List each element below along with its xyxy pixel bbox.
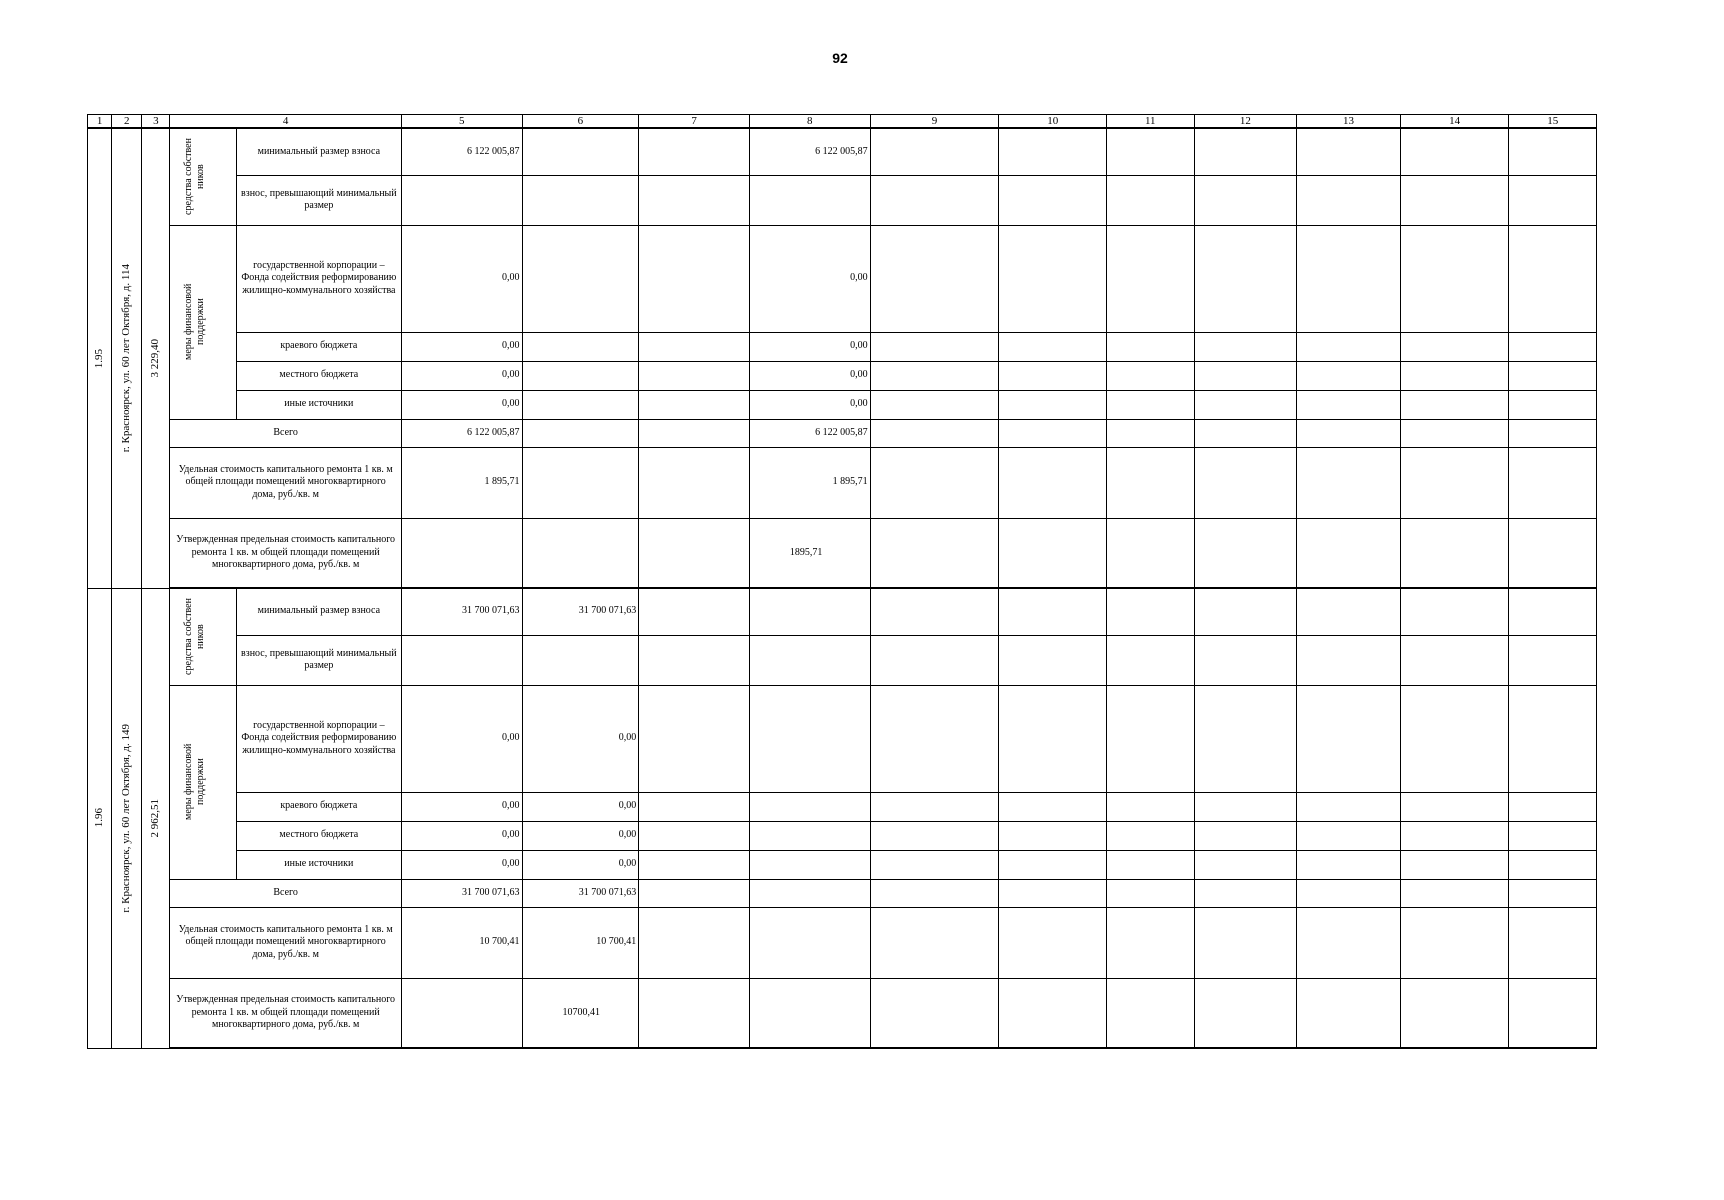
cell-c8 [749, 792, 870, 821]
cell-empty [1107, 879, 1195, 907]
min-fee-label: минимальный размер взноса [236, 128, 401, 175]
cell-empty [999, 850, 1107, 879]
cell-empty [1400, 792, 1509, 821]
cell-empty [1297, 588, 1401, 635]
cell-empty [1400, 635, 1509, 685]
support-label: меры финансовой поддержки [170, 685, 236, 879]
cell-c5: 0,00 [401, 361, 522, 390]
cell-empty [1400, 419, 1509, 447]
cell-empty [1297, 685, 1401, 792]
cell-c8: 6 122 005,87 [749, 419, 870, 447]
cell-empty [870, 419, 999, 447]
cell-c6 [522, 447, 639, 518]
cell-empty [1194, 635, 1297, 685]
cell-c8: 1 895,71 [749, 447, 870, 518]
cell-empty [870, 978, 999, 1048]
cell-empty [1107, 447, 1195, 518]
cell-empty [999, 225, 1107, 332]
limit-cost-label: Утвержденная предельная стоимость капитального ремонта 1 кв. м общей площади помещений многоквартирного дома, руб./кв. м [170, 978, 401, 1048]
cell-empty [870, 850, 999, 879]
table-row [88, 850, 1597, 879]
cell-empty [1400, 332, 1509, 361]
cell-empty [999, 447, 1107, 518]
cell-c8: 0,00 [749, 225, 870, 332]
cell-c6 [522, 361, 639, 390]
cell-c5: 1 895,71 [401, 447, 522, 518]
owners-funds-label: средства собствен ников [170, 588, 236, 685]
cell-empty [870, 225, 999, 332]
cell-empty [1400, 879, 1509, 907]
limit-cost-label: Утвержденная предельная стоимость капитального ремонта 1 кв. м общей площади помещений многоквартирного дома, руб./кв. м [170, 518, 401, 588]
cell-empty [1509, 850, 1597, 879]
cell-c8 [749, 978, 870, 1048]
col-header: 13 [1297, 115, 1401, 129]
cell-empty [870, 685, 999, 792]
cell-empty [999, 361, 1107, 390]
cell-empty [870, 128, 999, 175]
table-row [88, 635, 1597, 685]
col-header: 4 [170, 115, 401, 129]
cell-empty [1297, 447, 1401, 518]
cell-c7 [639, 907, 750, 978]
capital-repair-table [87, 114, 1597, 1049]
cell-c6 [522, 419, 639, 447]
cell-empty [1107, 390, 1195, 419]
other-label: иные источники [236, 390, 401, 419]
table-row [88, 390, 1597, 419]
cell-c5: 6 122 005,87 [401, 419, 522, 447]
cell-empty [1400, 978, 1509, 1048]
cell-c7 [639, 792, 750, 821]
cell-empty [1194, 225, 1297, 332]
cell-empty [1107, 635, 1195, 685]
cell-empty [1194, 821, 1297, 850]
gk-fund-label: государственной корпорации – Фонда содействия реформированию жилищно-коммунального хозяйства [236, 225, 401, 332]
over-fee-label: взнос, превышающий минимальный размер [236, 175, 401, 225]
cell-empty [1194, 792, 1297, 821]
cell-empty [1400, 588, 1509, 635]
cell-c7 [639, 361, 750, 390]
cell-empty [1297, 332, 1401, 361]
cell-c6 [522, 128, 639, 175]
cell-empty [522, 175, 639, 225]
cell-empty [999, 390, 1107, 419]
cell-empty [1400, 685, 1509, 792]
cell-c8 [749, 850, 870, 879]
cell-empty [1194, 907, 1297, 978]
cell-empty [1509, 978, 1597, 1048]
cell-empty [870, 879, 999, 907]
cell-empty [870, 821, 999, 850]
table-row [88, 447, 1597, 518]
cell-empty [1297, 850, 1401, 879]
cell-empty [1400, 128, 1509, 175]
support-label: меры финансовой поддержки [170, 225, 236, 419]
record-address: г. Красноярск, ул. 60 лет Октября, д. 114 [112, 128, 142, 588]
min-fee-label: минимальный размер взноса [236, 588, 401, 635]
gk-fund-label: государственной корпорации – Фонда содействия реформированию жилищно-коммунального хозяйства [236, 685, 401, 792]
cell-empty [1107, 128, 1195, 175]
cell-c5: 0,00 [401, 792, 522, 821]
cell-empty [1509, 518, 1597, 588]
cell-empty [1107, 588, 1195, 635]
cell-c7 [639, 447, 750, 518]
table-row [88, 419, 1597, 447]
table-row [88, 821, 1597, 850]
cell-c8: 0,00 [749, 332, 870, 361]
cell-empty [1509, 821, 1597, 850]
cell-empty [870, 635, 999, 685]
cell-empty [401, 175, 522, 225]
cell-empty [1297, 128, 1401, 175]
cell-c6: 10700,41 [522, 978, 639, 1048]
cell-empty [1509, 879, 1597, 907]
cell-empty [639, 175, 750, 225]
cell-empty [1297, 907, 1401, 978]
cell-c6: 10 700,41 [522, 907, 639, 978]
cell-c5: 0,00 [401, 225, 522, 332]
cell-empty [870, 792, 999, 821]
cell-c7 [639, 850, 750, 879]
cell-empty [1107, 332, 1195, 361]
cell-empty [999, 332, 1107, 361]
cell-c6 [522, 518, 639, 588]
cell-c5: 0,00 [401, 685, 522, 792]
cell-empty [1509, 175, 1597, 225]
cell-empty [1509, 332, 1597, 361]
cell-empty [1107, 419, 1195, 447]
cell-c8 [749, 588, 870, 635]
cell-empty [1194, 685, 1297, 792]
col-header: 8 [749, 115, 870, 129]
cell-empty [1194, 175, 1297, 225]
cell-empty [1509, 635, 1597, 685]
col-header: 9 [870, 115, 999, 129]
cell-empty [1509, 419, 1597, 447]
record-number: 1.96 [88, 588, 112, 1048]
cell-empty [870, 390, 999, 419]
cell-empty [870, 175, 999, 225]
cell-empty [1297, 361, 1401, 390]
cell-empty [1194, 332, 1297, 361]
table-row [88, 588, 1597, 635]
cell-c8 [749, 821, 870, 850]
cell-c5: 10 700,41 [401, 907, 522, 978]
col-header: 2 [112, 115, 142, 129]
cell-c6 [522, 390, 639, 419]
cell-empty [870, 907, 999, 978]
cell-empty [1400, 361, 1509, 390]
table-row [88, 792, 1597, 821]
cell-c6: 0,00 [522, 850, 639, 879]
cell-empty [1400, 175, 1509, 225]
record-area: 3 229,40 [142, 128, 170, 588]
col-header: 6 [522, 115, 639, 129]
cell-empty [999, 419, 1107, 447]
cell-c8: 6 122 005,87 [749, 128, 870, 175]
cell-empty [1107, 175, 1195, 225]
owners-funds-label: средства собствен ников [170, 128, 236, 225]
cell-c8: 0,00 [749, 390, 870, 419]
cell-empty [749, 635, 870, 685]
cell-empty [870, 518, 999, 588]
cell-empty [1297, 419, 1401, 447]
cell-empty [1509, 390, 1597, 419]
cell-empty [1400, 390, 1509, 419]
cell-empty [1509, 792, 1597, 821]
cell-empty [1194, 518, 1297, 588]
cell-empty [999, 907, 1107, 978]
cell-empty [999, 792, 1107, 821]
regional-label: краевого бюджета [236, 332, 401, 361]
cell-empty [1194, 879, 1297, 907]
table-row [88, 332, 1597, 361]
col-header: 11 [1107, 115, 1195, 129]
cell-c6: 0,00 [522, 821, 639, 850]
cell-empty [1194, 419, 1297, 447]
cell-empty [1400, 850, 1509, 879]
record-address: г. Красноярск, ул. 60 лет Октября, д. 149 [112, 588, 142, 1048]
cell-empty [999, 685, 1107, 792]
col-header: 10 [999, 115, 1107, 129]
unit-cost-label: Удельная стоимость капитального ремонта 1 кв. м общей площади помещений многоквартирного дома, руб./кв. м [170, 447, 401, 518]
cell-empty [1400, 447, 1509, 518]
cell-empty [870, 332, 999, 361]
table-row [88, 907, 1597, 978]
cell-c7 [639, 518, 750, 588]
cell-empty [1297, 635, 1401, 685]
cell-c7 [639, 978, 750, 1048]
cell-empty [1194, 447, 1297, 518]
cell-empty [870, 588, 999, 635]
cell-empty [999, 518, 1107, 588]
col-header: 12 [1194, 115, 1297, 129]
cell-empty [1107, 907, 1195, 978]
cell-c5: 0,00 [401, 390, 522, 419]
cell-c7 [639, 128, 750, 175]
cell-empty [1297, 792, 1401, 821]
cell-empty [1107, 792, 1195, 821]
cell-empty [1509, 685, 1597, 792]
cell-empty [1400, 518, 1509, 588]
record-number: 1.95 [88, 128, 112, 588]
table-row [88, 879, 1597, 907]
cell-c8: 0,00 [749, 361, 870, 390]
cell-c8: 1895,71 [749, 518, 870, 588]
cell-c7 [639, 225, 750, 332]
cell-c7 [639, 332, 750, 361]
cell-c6: 0,00 [522, 685, 639, 792]
cell-empty [1297, 225, 1401, 332]
cell-c7 [639, 821, 750, 850]
cell-c5: 31 700 071,63 [401, 879, 522, 907]
cell-empty [1297, 390, 1401, 419]
cell-empty [1297, 518, 1401, 588]
cell-empty [1509, 361, 1597, 390]
table-row [88, 175, 1597, 225]
cell-empty [870, 361, 999, 390]
cell-empty [1509, 588, 1597, 635]
cell-empty [1194, 588, 1297, 635]
local-label: местного бюджета [236, 361, 401, 390]
total-label: Всего [170, 419, 401, 447]
col-header: 5 [401, 115, 522, 129]
cell-c5 [401, 978, 522, 1048]
cell-empty [749, 175, 870, 225]
cell-empty [1107, 225, 1195, 332]
cell-c8 [749, 685, 870, 792]
cell-empty [1107, 685, 1195, 792]
cell-empty [1194, 390, 1297, 419]
cell-c5: 6 122 005,87 [401, 128, 522, 175]
cell-c5: 31 700 071,63 [401, 588, 522, 635]
total-label: Всего [170, 879, 401, 907]
col-header: 14 [1400, 115, 1509, 129]
cell-empty [1509, 128, 1597, 175]
cell-empty [1297, 175, 1401, 225]
cell-empty [639, 635, 750, 685]
col-header: 7 [639, 115, 750, 129]
cell-c8 [749, 907, 870, 978]
table-row [88, 225, 1597, 332]
cell-c8 [749, 879, 870, 907]
cell-empty [1194, 978, 1297, 1048]
cell-empty [1509, 225, 1597, 332]
cell-empty [999, 978, 1107, 1048]
record-area: 2 962,51 [142, 588, 170, 1048]
cell-c7 [639, 588, 750, 635]
cell-c5 [401, 518, 522, 588]
cell-empty [1400, 821, 1509, 850]
cell-c7 [639, 685, 750, 792]
table-row [88, 361, 1597, 390]
unit-cost-label: Удельная стоимость капитального ремонта 1 кв. м общей площади помещений многоквартирного дома, руб./кв. м [170, 907, 401, 978]
cell-empty [1509, 907, 1597, 978]
cell-empty [1107, 518, 1195, 588]
cell-c7 [639, 879, 750, 907]
page-number: 92 [832, 50, 848, 66]
col-header: 15 [1509, 115, 1597, 129]
cell-empty [1107, 361, 1195, 390]
cell-empty [1107, 821, 1195, 850]
table-row [88, 978, 1597, 1048]
cell-empty [1400, 225, 1509, 332]
cell-c6 [522, 332, 639, 361]
cell-c5: 0,00 [401, 821, 522, 850]
cell-empty [999, 588, 1107, 635]
table-row [88, 518, 1597, 588]
cell-empty [999, 879, 1107, 907]
col-header: 3 [142, 115, 170, 129]
table-row [88, 685, 1597, 792]
cell-c6 [522, 225, 639, 332]
cell-empty [999, 821, 1107, 850]
cell-empty [1107, 978, 1195, 1048]
col-header: 1 [88, 115, 112, 129]
cell-empty [1297, 821, 1401, 850]
cell-c6: 31 700 071,63 [522, 588, 639, 635]
cell-empty [1107, 850, 1195, 879]
cell-empty [1297, 879, 1401, 907]
cell-empty [1297, 978, 1401, 1048]
other-label: иные источники [236, 850, 401, 879]
local-label: местного бюджета [236, 821, 401, 850]
cell-empty [999, 128, 1107, 175]
cell-empty [1509, 447, 1597, 518]
cell-c7 [639, 419, 750, 447]
column-number-row [88, 115, 1597, 129]
cell-empty [1400, 907, 1509, 978]
cell-empty [522, 635, 639, 685]
cell-c6: 31 700 071,63 [522, 879, 639, 907]
over-fee-label: взнос, превышающий минимальный размер [236, 635, 401, 685]
cell-c6: 0,00 [522, 792, 639, 821]
cell-empty [1194, 361, 1297, 390]
table-row [88, 128, 1597, 175]
cell-empty [401, 635, 522, 685]
cell-c7 [639, 390, 750, 419]
cell-empty [1194, 128, 1297, 175]
cell-empty [999, 175, 1107, 225]
cell-empty [870, 447, 999, 518]
regional-label: краевого бюджета [236, 792, 401, 821]
cell-c5: 0,00 [401, 332, 522, 361]
cell-empty [1194, 850, 1297, 879]
cell-empty [999, 635, 1107, 685]
cell-c5: 0,00 [401, 850, 522, 879]
